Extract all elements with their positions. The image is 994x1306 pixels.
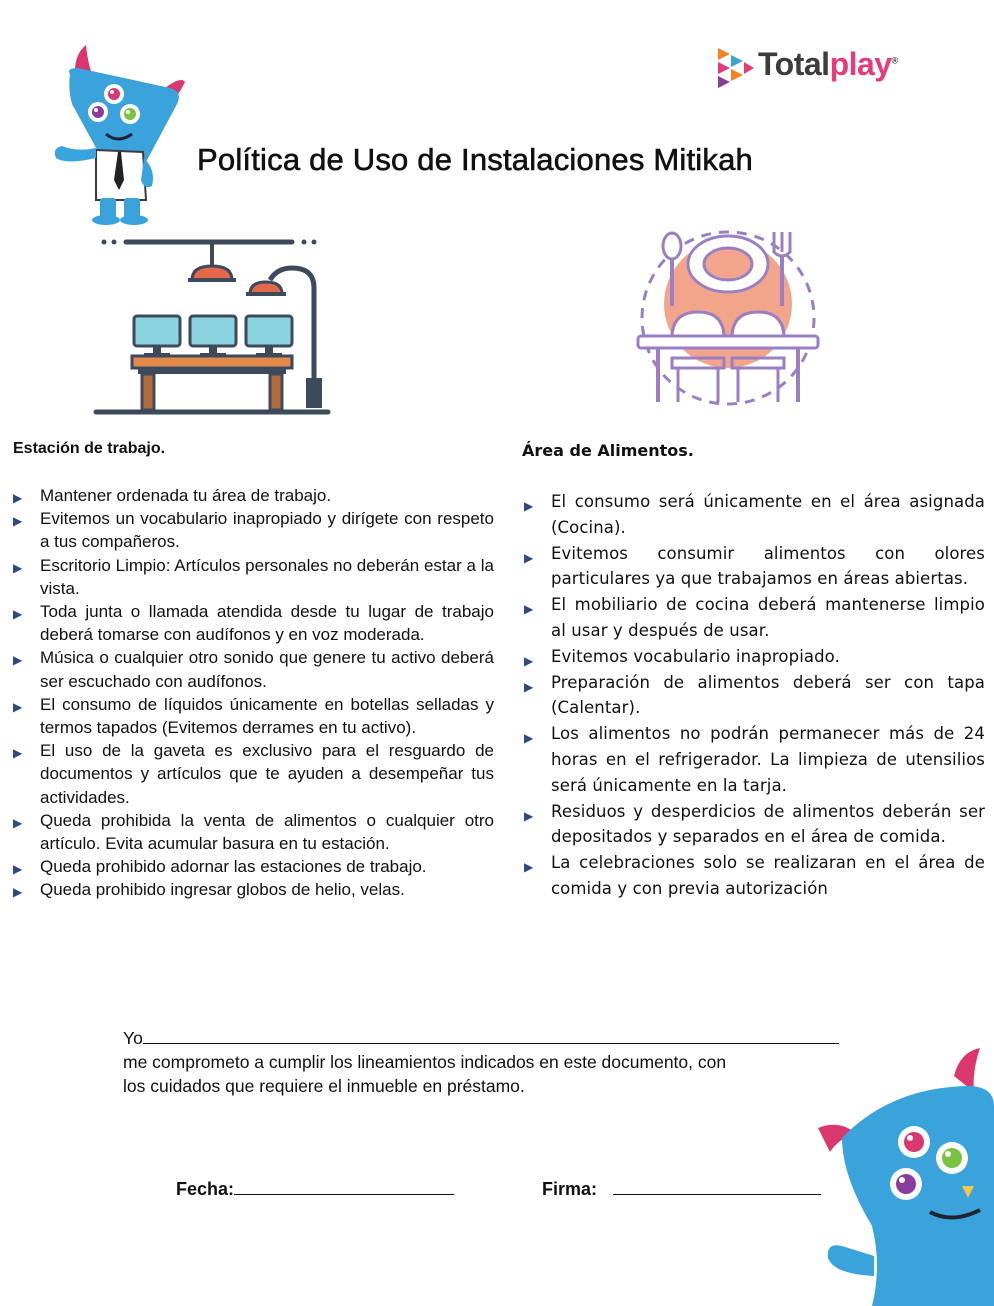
list-item: ▶ Escritorio Limpio: Artículos personales no deberán estar a la vista. (13, 554, 494, 600)
page-title: Política de Uso de Instalaciones Mitikah (197, 142, 753, 177)
logo-suffix: play (829, 46, 892, 82)
dining-icon (608, 226, 848, 416)
date-label: Fecha: (176, 1179, 235, 1199)
list-item: ▶ Evitemos consumir alimentos con olores particulares ya que trabajamos en áreas abiertas. (524, 541, 985, 593)
list-item: ▶ La celebraciones solo se realizaran en el área de comida y con previa autorización (524, 850, 985, 902)
name-field[interactable] (143, 1027, 839, 1044)
logo-wordmark (758, 46, 898, 83)
list-item: ▶ Evitemos vocabulario inapropiado. (524, 644, 985, 670)
section-heading-food: Área de Alimentos. (522, 441, 694, 460)
commitment-statement (123, 1026, 848, 1098)
signature-field[interactable] (613, 1176, 821, 1195)
food-rules-list (524, 489, 985, 902)
list-item: ▶ Los alimentos no podrán permanecer más de 24 horas en el refrigerador. La limpieza de utensilios será únicamente en la tarja. (524, 721, 985, 798)
list-item: ▶ Toda junta o llamada atendida desde tu lugar de trabajo deberá tomarse con audífonos y en voz moderada. (13, 600, 494, 646)
play-arrows-icon (716, 46, 756, 88)
list-item: ▶ Evitemos un vocabulario inapropiado y dirígete con respeto a tus compañeros. (13, 507, 494, 553)
date-field[interactable] (234, 1176, 454, 1195)
signature-field-group (542, 1176, 821, 1200)
name-line (123, 1026, 848, 1050)
list-item: ▶ El uso de la gaveta es exclusivo para el resguardo de documentos y artículos que te ayuden a desempeñar tus actividades. (13, 739, 494, 809)
date-field-group (176, 1176, 454, 1200)
mascot-bottom-icon (812, 1046, 994, 1306)
list-item: ▶ Preparación de alimentos deberá ser con tapa (Calentar). (524, 670, 985, 722)
list-item: ▶ Residuos y desperdicios de alimentos deberán ser depositados y separados en el área de comida. (524, 799, 985, 851)
logo-registered: ® (891, 55, 898, 66)
commitment-line-1: me comprometo a cumplir los lineamientos indicados en este documento, con (123, 1052, 727, 1072)
section-heading-workstation: Estación de trabajo. (13, 440, 166, 457)
list-item: ▶ Queda prohibido ingresar globos de helio, velas. (13, 878, 494, 901)
list-item: ▶ Queda prohibido adornar las estaciones de trabajo. (13, 855, 494, 878)
list-item: ▶ Queda prohibida la venta de alimentos o cualquier otro artículo. Evita acumular basura en tu estación. (13, 809, 494, 855)
mascot-top-icon (48, 40, 188, 225)
workstation-icon (92, 228, 332, 418)
signature-label: Firma: (542, 1179, 598, 1199)
list-item: ▶ El consumo será únicamente en el área asignada (Cocina). (524, 489, 985, 541)
list-item: ▶ Música o cualquier otro sonido que genere tu activo deberá ser escuchado con audífonos. (13, 646, 494, 692)
totalplay-logo (716, 44, 916, 90)
commitment-line-2: los cuidados que requiere el inmueble en préstamo. (123, 1076, 525, 1096)
list-item: ▶ El consumo de líquidos únicamente en botellas selladas y termos tapados (Evitemos derrames en tu activo). (13, 693, 494, 739)
list-item: ▶ Mantener ordenada tu área de trabajo. (13, 484, 494, 507)
logo-prefix: Total (758, 46, 830, 82)
list-item: ▶ El mobiliario de cocina deberá mantenerse limpio al usar y después de usar. (524, 592, 985, 644)
workstation-rules-list (13, 484, 494, 902)
name-prefix: Yo (123, 1028, 143, 1048)
